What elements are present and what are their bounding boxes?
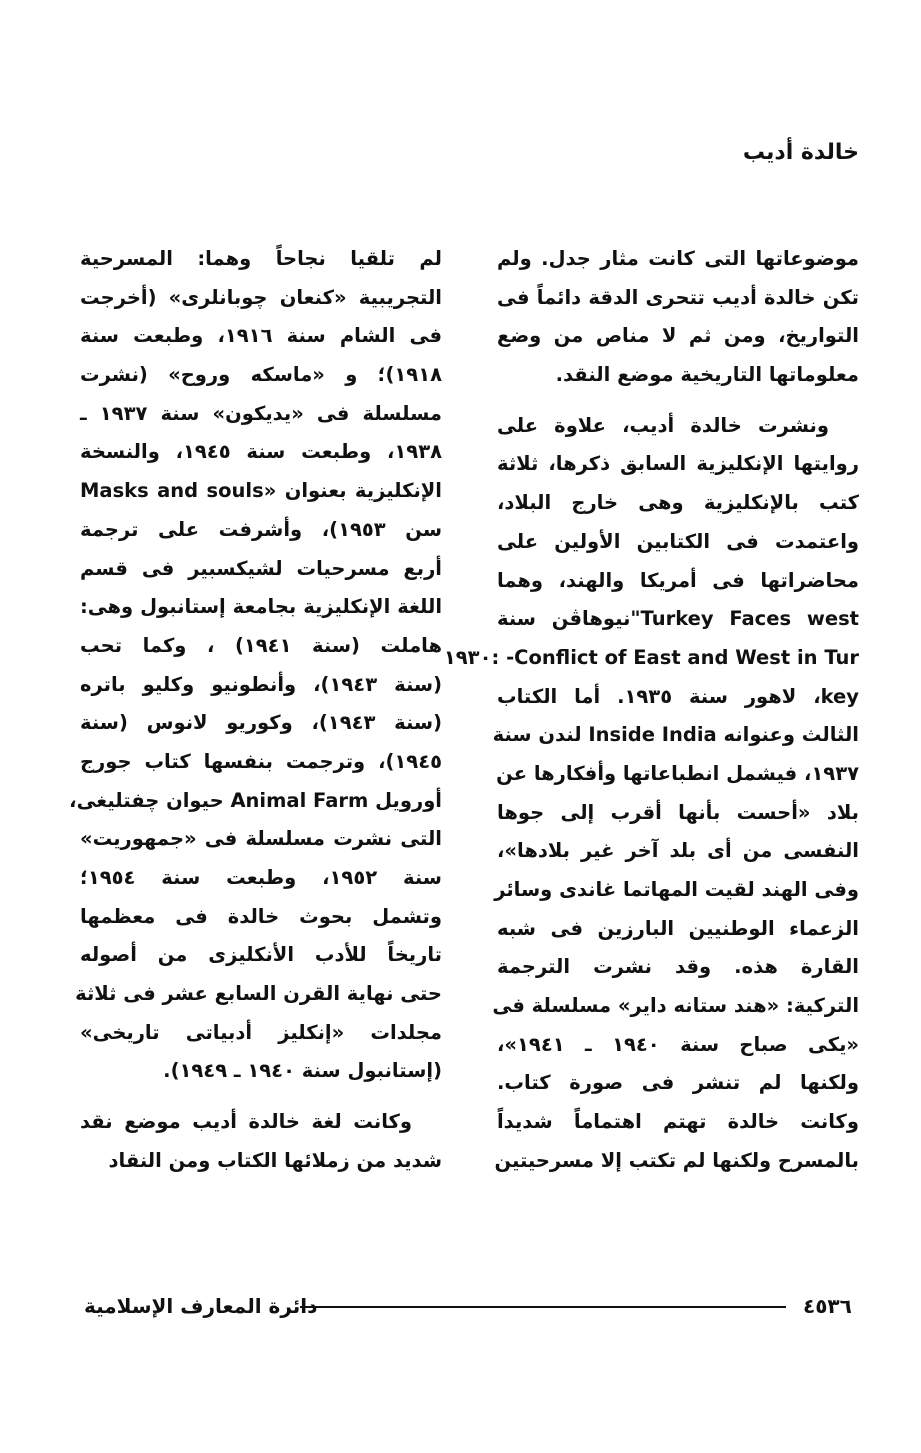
text-line: حتى نهاية القرن السابع عشر فى ثلاثة (75, 982, 442, 1006)
text-line: القارة هذه. وقد نشرت الترجمة (497, 955, 859, 979)
text-line: الزعماء الوطنيين البارزين فى شبه (497, 916, 859, 940)
text-line: كتب بالإنكليزية وهى خارج البلاد، (497, 491, 859, 515)
text-line: (إستانبول سنة ١٩٤٠ ـ ١٩٤٩). (163, 1059, 442, 1083)
text-line: سنة ١٩٥٢، وطبعت سنة ١٩٥٤؛ (80, 866, 442, 889)
text-line: تكن خالدة أديب تتحرى الدقة دائماً فى (497, 285, 859, 309)
paragraph (80, 1103, 442, 1180)
text-line: بالمسرح ولكنها لم تكتب إلا مسرحيتين (494, 1148, 859, 1172)
text-line: هاملت (سنة ١٩٤١) ، وكما تحب (80, 633, 442, 657)
text-line: (سنة ١٩٤٣)، وأنطونيو وكليو باتره (80, 672, 442, 696)
text-line: أورويل Animal Farm حيوان چفتليغى، (69, 788, 442, 812)
text-line: فى الشام سنة ١٩١٦، وطبعت سنة (80, 324, 443, 348)
text-line: بلاد «أحست بأنها أقرب إلى جوها (497, 800, 859, 824)
text-line: روايتها الإنكليزية السابق ذكرها، ثلاثة (497, 452, 859, 476)
text-line: الثالث وعنوانه Inside India لندن سنة (492, 723, 859, 747)
text-line: التجريبية «كنعان چوبانلرى» (أخرجت (80, 285, 442, 309)
page-number: ٤٥٣٦ (803, 1294, 852, 1318)
text-line: موضوعاتها التى كانت مثار جدل. ولم (497, 247, 859, 270)
paragraph (443, 407, 859, 1181)
text-column-left (69, 240, 443, 1181)
text-line: محاضراتها فى أمريكا والهند، وهما (497, 568, 859, 592)
text-line: اللغة الإنكليزية بجامعة إستانبول وهى: (80, 595, 442, 619)
text-column-right (443, 240, 859, 1181)
text-line: (سنة ١٩٤٣)، وكوريو لانوس (سنة (80, 711, 442, 735)
text-line: التركية: «هند ستانه داير» مسلسلة فى (492, 994, 859, 1018)
text-line: ونشرت خالدة أديب، علاوة على (497, 413, 829, 437)
text-line: وكانت خالدة تهتم اهتماماً شديداً (497, 1110, 859, 1134)
text-line: الإنكليزية بعنوان «Masks and souls (80, 479, 442, 503)
running-header-title: خالدة أديب (742, 140, 859, 165)
text-line: Turkey Faces west"نيوهاڤن سنة (497, 607, 859, 631)
text-line: وتشمل بحوث خالدة فى معظمها (80, 904, 442, 928)
text-line: النفسى من أى بلد آخر غير بلادها»، (497, 839, 859, 863)
text-line: التى نشرت مسلسلة فى «جمهوريت» (80, 827, 442, 851)
text-line: معلوماتها التاريخية موضع النقد. (555, 363, 859, 387)
footer-divider (300, 1306, 786, 1308)
text-line: مسلسلة فى «يديكون» سنة ١٩٣٧ ـ (80, 401, 442, 425)
text-line: تاريخاً للأدب الأنكليزى من أصوله (80, 943, 442, 967)
text-line: أربع مسرحيات لشيكسبير فى قسم (80, 556, 442, 580)
text-line: وفى الهند لقيت المهاتما غاندى وسائر (494, 878, 859, 901)
text-line: ١٩١٨)؛ و «ماسكه وروح» (نشرت (80, 363, 442, 387)
text-line: Conflict of East and West in Tur- :١٩٣٠ (443, 645, 859, 669)
text-line: ولكنها لم تنشر فى صورة كتاب. (497, 1071, 859, 1095)
paragraph (497, 240, 859, 395)
text-line: «يكى صباح سنة ١٩٤٠ ـ ١٩٤١»، (497, 1032, 859, 1056)
publication-title: دائرة المعارف الإسلامية (84, 1294, 318, 1318)
paragraph (69, 240, 443, 1091)
text-line: سن ١٩٥٣)، وأشرفت على ترجمة (80, 517, 442, 541)
text-line: التواريخ، ومن ثم لا مناص من وضع (497, 324, 859, 348)
text-line: key، لاهور سنة ١٩٣٥. أما الكتاب (497, 684, 859, 708)
text-line: ١٩٣٧، فيشمل انطباعاتها وأفكارها عن (496, 761, 859, 785)
text-line: ١٩٣٨، وطبعت سنة ١٩٤٥، والنسخة (80, 440, 442, 464)
text-line: واعتمدت فى الكتابين الأولين على (497, 529, 859, 553)
text-line: وكانت لغة خالدة أديب موضع نقد (80, 1110, 412, 1134)
text-line: مجلدات «إنكليز أدبياتى تاريخى» (80, 1020, 442, 1044)
text-line: ١٩٤٥)، وترجمت بنفسها كتاب جورج (80, 749, 442, 773)
text-line: شديد من زملائها الكتاب ومن النقاد (108, 1148, 442, 1172)
text-line: لم تلقيا نجاحاً وهما: المسرحية (80, 247, 442, 270)
